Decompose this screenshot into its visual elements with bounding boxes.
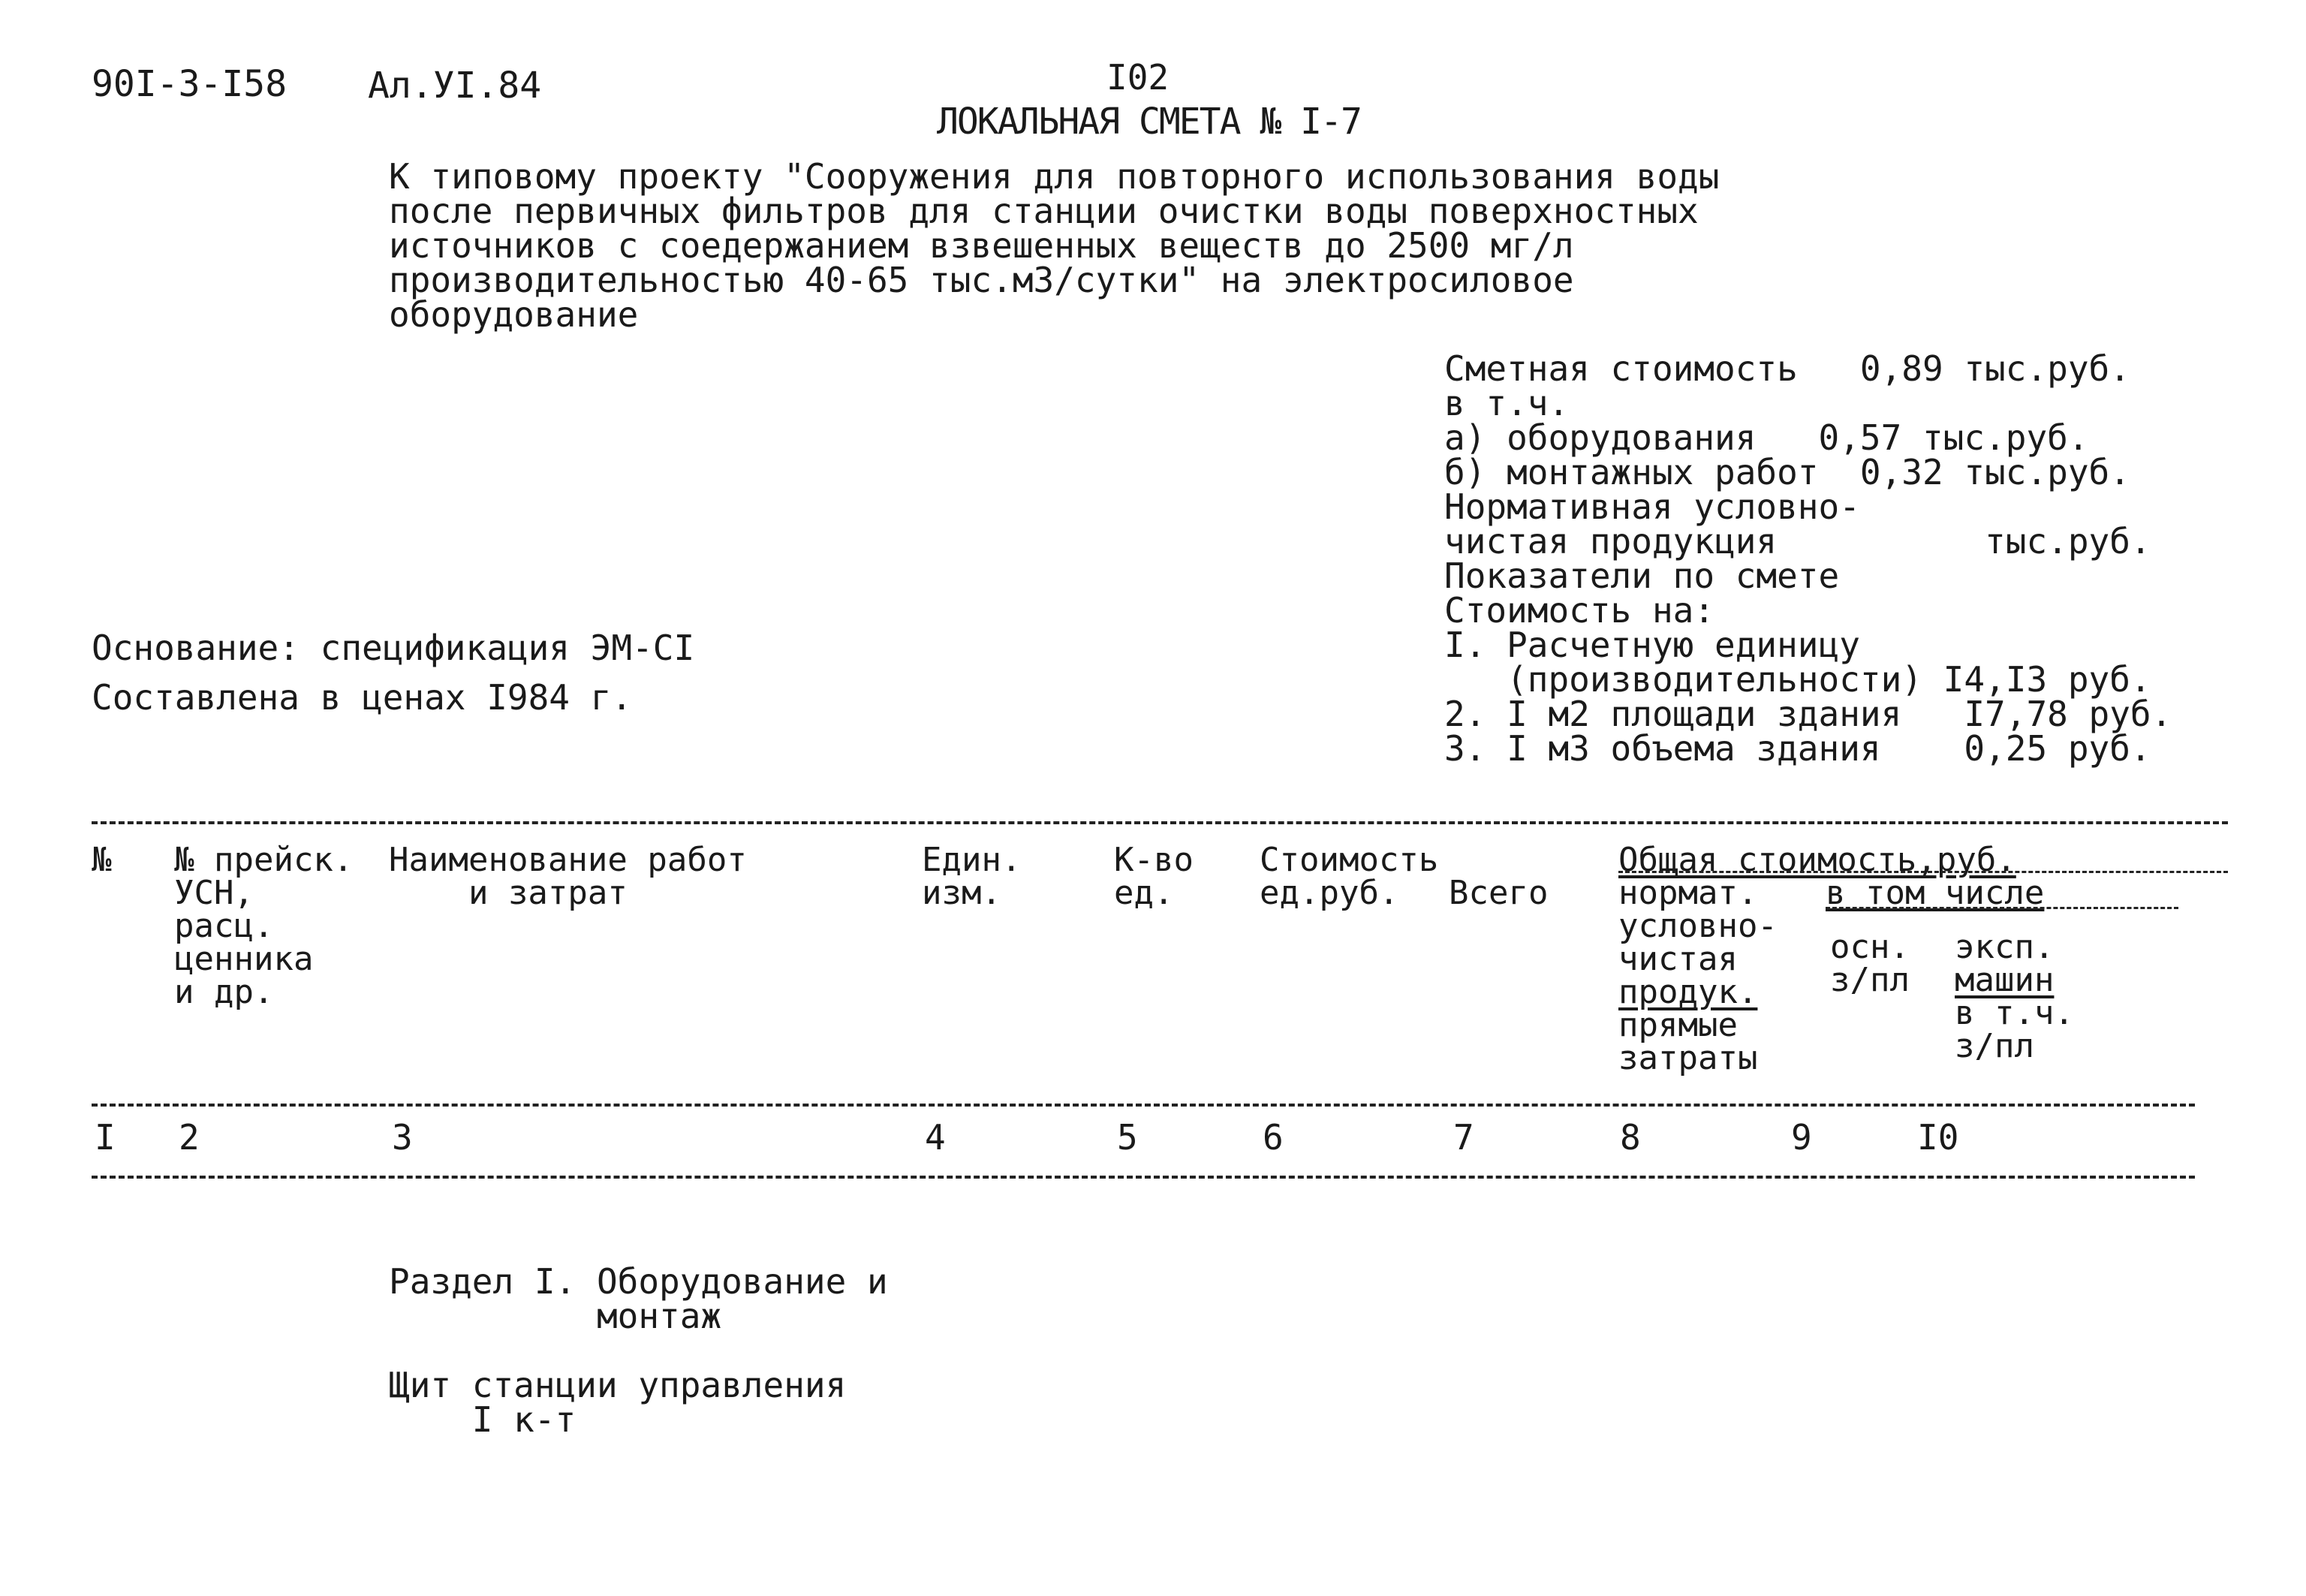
table-top-rule bbox=[92, 821, 2228, 824]
column-number: 6 bbox=[1263, 1117, 1284, 1158]
group-total-cost-header: Общая стоимость,руб. bbox=[1618, 841, 2016, 879]
album-code: Ал.УI.84 bbox=[368, 65, 542, 107]
col-qty-header bbox=[1114, 841, 1194, 912]
description bbox=[389, 156, 1720, 335]
header-line: затраты bbox=[1618, 1039, 1758, 1077]
col-unit-header bbox=[922, 841, 1022, 912]
header-line: К-во bbox=[1114, 841, 1194, 879]
summary-line: Нормативная условно- bbox=[1444, 486, 1860, 527]
header-line: чистая bbox=[1618, 940, 1738, 978]
doc-code: 90I-3-I58 bbox=[92, 63, 287, 105]
summary-line: Сметная стоимость 0,89 тыс.руб. bbox=[1444, 348, 2130, 389]
header-line: ед.руб. bbox=[1260, 874, 1399, 912]
header-line: осн. bbox=[1830, 928, 1910, 966]
description-line: К типовому проекту "Сооружения для повторного использования воды bbox=[389, 156, 1720, 197]
item-quantity: I к-т bbox=[389, 1399, 576, 1440]
column-number: 2 bbox=[179, 1117, 200, 1158]
header-line: расц. bbox=[174, 907, 274, 945]
header-line: и затрат bbox=[389, 874, 628, 912]
col-normative-header bbox=[1618, 874, 1778, 1077]
description-line: источников с соедержанием взвешенных веществ до 2500 мг/л bbox=[389, 225, 1574, 266]
header-line: з/пл bbox=[1830, 961, 1910, 999]
group-header-rule bbox=[1618, 871, 2228, 873]
header-line: № прейск. bbox=[174, 841, 354, 879]
col-number-header: № bbox=[92, 841, 112, 879]
column-number: I0 bbox=[1917, 1117, 1959, 1158]
header-bottom-rule bbox=[92, 1104, 2195, 1107]
description-line: после первичных фильтров для станции очистки воды поверхностных bbox=[389, 191, 1699, 231]
header-line: ценника bbox=[174, 940, 314, 978]
summary-line: в т.ч. bbox=[1444, 383, 1570, 423]
col-machines-header bbox=[1955, 928, 2074, 1065]
header-line: в т.ч. bbox=[1955, 994, 2074, 1032]
description-line: оборудование bbox=[389, 294, 639, 335]
column-number: 9 bbox=[1791, 1117, 1812, 1158]
header-line: ед. bbox=[1114, 874, 1174, 912]
header-line: Наименование работ bbox=[389, 841, 747, 879]
column-number: 5 bbox=[1117, 1117, 1138, 1158]
header-line: з/пл bbox=[1955, 1027, 2034, 1065]
col-total-header: Всего bbox=[1449, 874, 1549, 912]
header-line: УСН, bbox=[174, 874, 254, 912]
header-line: продук. bbox=[1618, 973, 1758, 1011]
header-line: Един. bbox=[922, 841, 1022, 879]
summary-line: 2. I м2 площади здания I7,78 руб. bbox=[1444, 694, 2172, 734]
col-salary-header bbox=[1830, 928, 1910, 999]
header-line: изм. bbox=[922, 874, 1001, 912]
summary-line: а) оборудования 0,57 тыс.руб. bbox=[1444, 417, 2089, 458]
in-that-rule bbox=[1826, 907, 2178, 909]
cost-summary bbox=[1444, 348, 2172, 769]
header-line: условно- bbox=[1618, 907, 1778, 945]
header-line: прямые bbox=[1618, 1006, 1738, 1044]
numbers-bottom-rule bbox=[92, 1176, 2195, 1179]
summary-line: чистая продукция тыс.руб. bbox=[1444, 521, 2151, 562]
basis-line: Основание: спецификация ЭМ-СI bbox=[92, 628, 695, 668]
section-title: Раздел I. Оборудование и bbox=[389, 1261, 888, 1302]
column-number: 4 bbox=[925, 1117, 946, 1158]
section-title-cont: монтаж bbox=[389, 1296, 722, 1336]
summary-line: Стоимость на: bbox=[1444, 590, 1715, 631]
header-line: машин bbox=[1955, 961, 2055, 999]
summary-line: б) монтажных работ 0,32 тыс.руб. bbox=[1444, 452, 2130, 492]
in-that-header: в том числе bbox=[1826, 874, 2045, 912]
col-name-header bbox=[389, 841, 747, 912]
description-line: производительностью 40-65 тыс.м3/сутки" на электросиловое bbox=[389, 260, 1574, 300]
column-number: 3 bbox=[392, 1117, 413, 1158]
col-price-list-header bbox=[174, 841, 354, 1011]
header-line: эксп. bbox=[1955, 928, 2055, 966]
prices-line: Составлена в ценах I984 г. bbox=[92, 677, 633, 718]
item-name: Щит станции управления bbox=[389, 1365, 847, 1405]
column-number: 8 bbox=[1620, 1117, 1641, 1158]
header-line: Стоимость bbox=[1260, 841, 1439, 879]
col-unit-cost-header bbox=[1260, 841, 1439, 912]
summary-line: I. Расчетную единицу bbox=[1444, 625, 1860, 665]
summary-line: Показатели по смете bbox=[1444, 556, 1840, 596]
summary-line: 3. I м3 объема здания 0,25 руб. bbox=[1444, 728, 2151, 769]
column-number: I bbox=[95, 1117, 116, 1158]
summary-line: (производительности) I4,I3 руб. bbox=[1444, 659, 2151, 700]
page-title: ЛОКАЛЬНАЯ СМЕТА № I-7 bbox=[937, 101, 1361, 143]
header-line: и др. bbox=[174, 973, 274, 1011]
column-number: 7 bbox=[1453, 1117, 1474, 1158]
page-number: I02 bbox=[1106, 57, 1170, 98]
header-line: нормат. bbox=[1618, 874, 1758, 912]
